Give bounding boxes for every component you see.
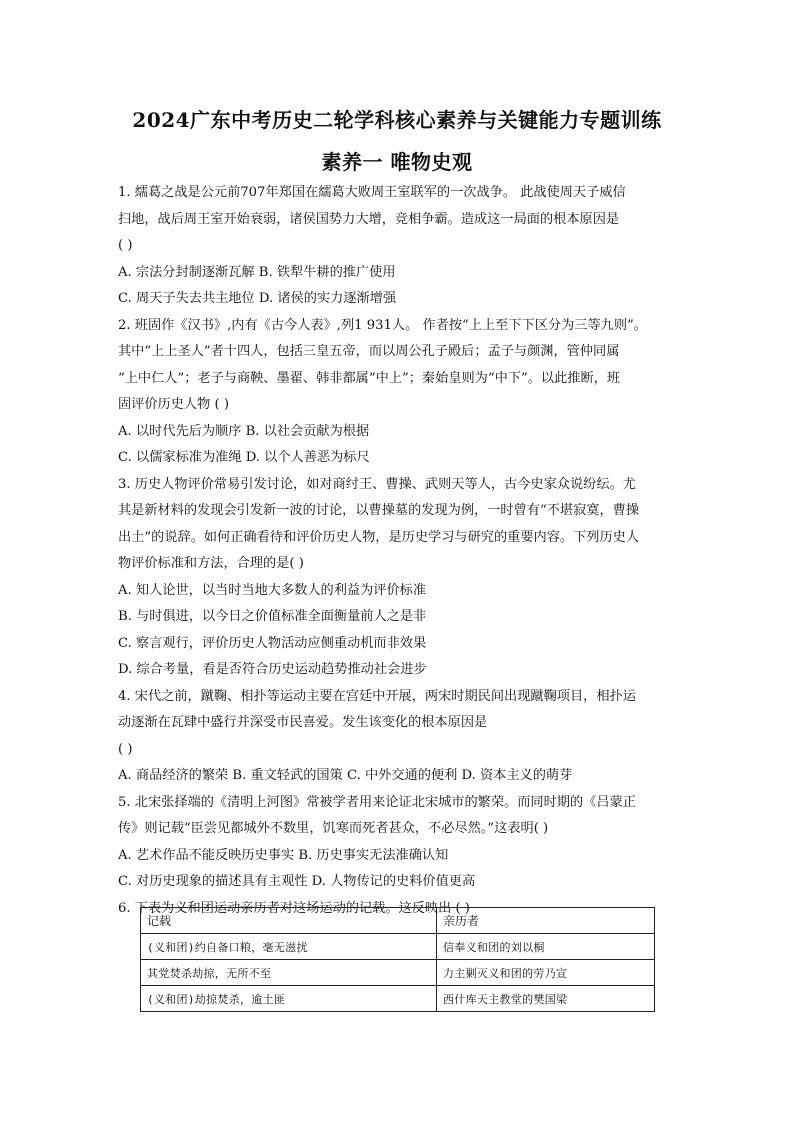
table-cell: 西什库天主教堂的樊国梁	[437, 986, 655, 1012]
text-line: 1. 繻葛之战是公元前707年郑国在繻葛大败周王室联军的一次战争。 此战使周天子威信	[118, 185, 626, 200]
option-line: C. 周天子失去共主地位 D. 诸侯的实力逐渐增强	[118, 291, 397, 306]
table-cell: (义和团)约自备口粮，毫无滋扰	[141, 934, 437, 960]
table-header-cell: 亲历者	[437, 908, 655, 934]
text-line: ( )	[118, 741, 133, 757]
option-line: A. 知人论世，以当时当地大多数人的利益为评价标准	[118, 582, 427, 598]
table-row	[141, 960, 655, 986]
text-line: 5. 北宋张择端的《清明上河图》常被学者用来论证北宋城市的繁荣。而同时期的《吕蒙正	[118, 794, 636, 810]
option-line: C. 对历史现象的描述具有主观性 D. 人物传记的史料价值更高	[118, 874, 476, 889]
text-line: “上中仁人”；老子与商鞅、墨翟、韩非都属“中上”；秦始皇则为“中下”。以此推断，班	[118, 370, 621, 386]
table-cell: 信奉义和团的刘以桐	[437, 934, 655, 960]
text-line: 4. 宋代之前，蹴鞠、相扑等运动主要在宫廷中开展，两宋时期民间出现蹴鞠项目，相扑运	[118, 688, 636, 704]
option-line: D. 综合考量，看是否符合历史运动趋势推动社会进步	[118, 662, 427, 677]
table-cell: 其党焚杀劫掠，无所不至	[141, 960, 437, 986]
option-line: A. 宗法分封制逐渐瓦解 B. 铁犁牛耕的推广使用	[118, 264, 396, 280]
table-header-row	[141, 908, 655, 934]
text-line: ( )	[118, 238, 133, 253]
text-line: 扫地，战后周王室开始衰弱，诸侯国势力大增，竞相争霸。造成这一局面的根本原因是	[118, 211, 620, 227]
option-line: A. 商品经济的繁荣 B. 重文轻武的国策 C. 中外交通的便利 D. 资本主义的萌芽	[118, 768, 573, 783]
text-line: 物评价标准和方法，合理的是( )	[118, 556, 304, 571]
option-line: C. 察言观行，评价历史人物活动应侧重动机而非效果	[118, 635, 427, 651]
question-body	[118, 180, 690, 922]
text-line: 其中“上上圣人”者十四人，包括三皇五帝，而以周公孔子殿后；孟子与颜渊，管仲同属	[118, 344, 620, 359]
records-table	[140, 907, 655, 1012]
table-row	[141, 986, 655, 1012]
text-line: 2. 班固作《汉书》,内有《古今人表》,列1 931人。 作者按“上上至下下区分为三等九则”。	[118, 317, 647, 333]
table-cell: (义和团)劫掠焚杀，逾土匪	[141, 986, 437, 1012]
table-row	[141, 934, 655, 960]
table-cell: 力主剿灭义和团的劳乃宣	[437, 960, 655, 986]
document-subtitle: 素养一 唯物史观	[321, 150, 473, 174]
table-header-cell: 记载	[141, 908, 437, 934]
text-line: 其是新材料的发现会引发新一波的讨论，以曹操墓的发现为例，一时曾有“不堪寂寞，曹操	[118, 503, 640, 518]
document-title: 2024广东中考历史二轮学科核心素养与关键能力专题训练	[132, 108, 662, 132]
option-line: B. 与时俱进，以今日之价值标准全面衡量前人之是非	[118, 609, 427, 624]
text-line: 6. 下表为义和团运动亲历者对这场运动的记载。这反映出 ( )	[118, 900, 470, 916]
text-line: 3. 历史人物评价常易引发讨论，如对商纣王、曹操、武则天等人，古今史家众说纷纭。尤	[118, 476, 636, 492]
text-line: 固评价历史人物 ( )	[118, 397, 229, 412]
text-line: 动逐渐在瓦肆中盛行并深受市民喜爱。发生该变化的根本原因是	[118, 715, 488, 730]
option-line: A. 以时代先后为顺序 B. 以社会贡献为根据	[118, 423, 370, 439]
option-line: C. 以儒家标准为准绳 D. 以个人善恶为标尺	[118, 450, 370, 465]
option-line: A. 艺术作品不能反映历史事实 B. 历史事实无法准确认知	[118, 847, 449, 863]
text-line: 传》则记载“臣尝见都城外不数里，饥寒而死者甚众，不必尽然。”这表明( )	[118, 821, 549, 836]
text-line: 出土”的说辞。如何正确看待和评价历史人物，是历史学习与研究的重要内容。下列历史人	[118, 529, 640, 545]
